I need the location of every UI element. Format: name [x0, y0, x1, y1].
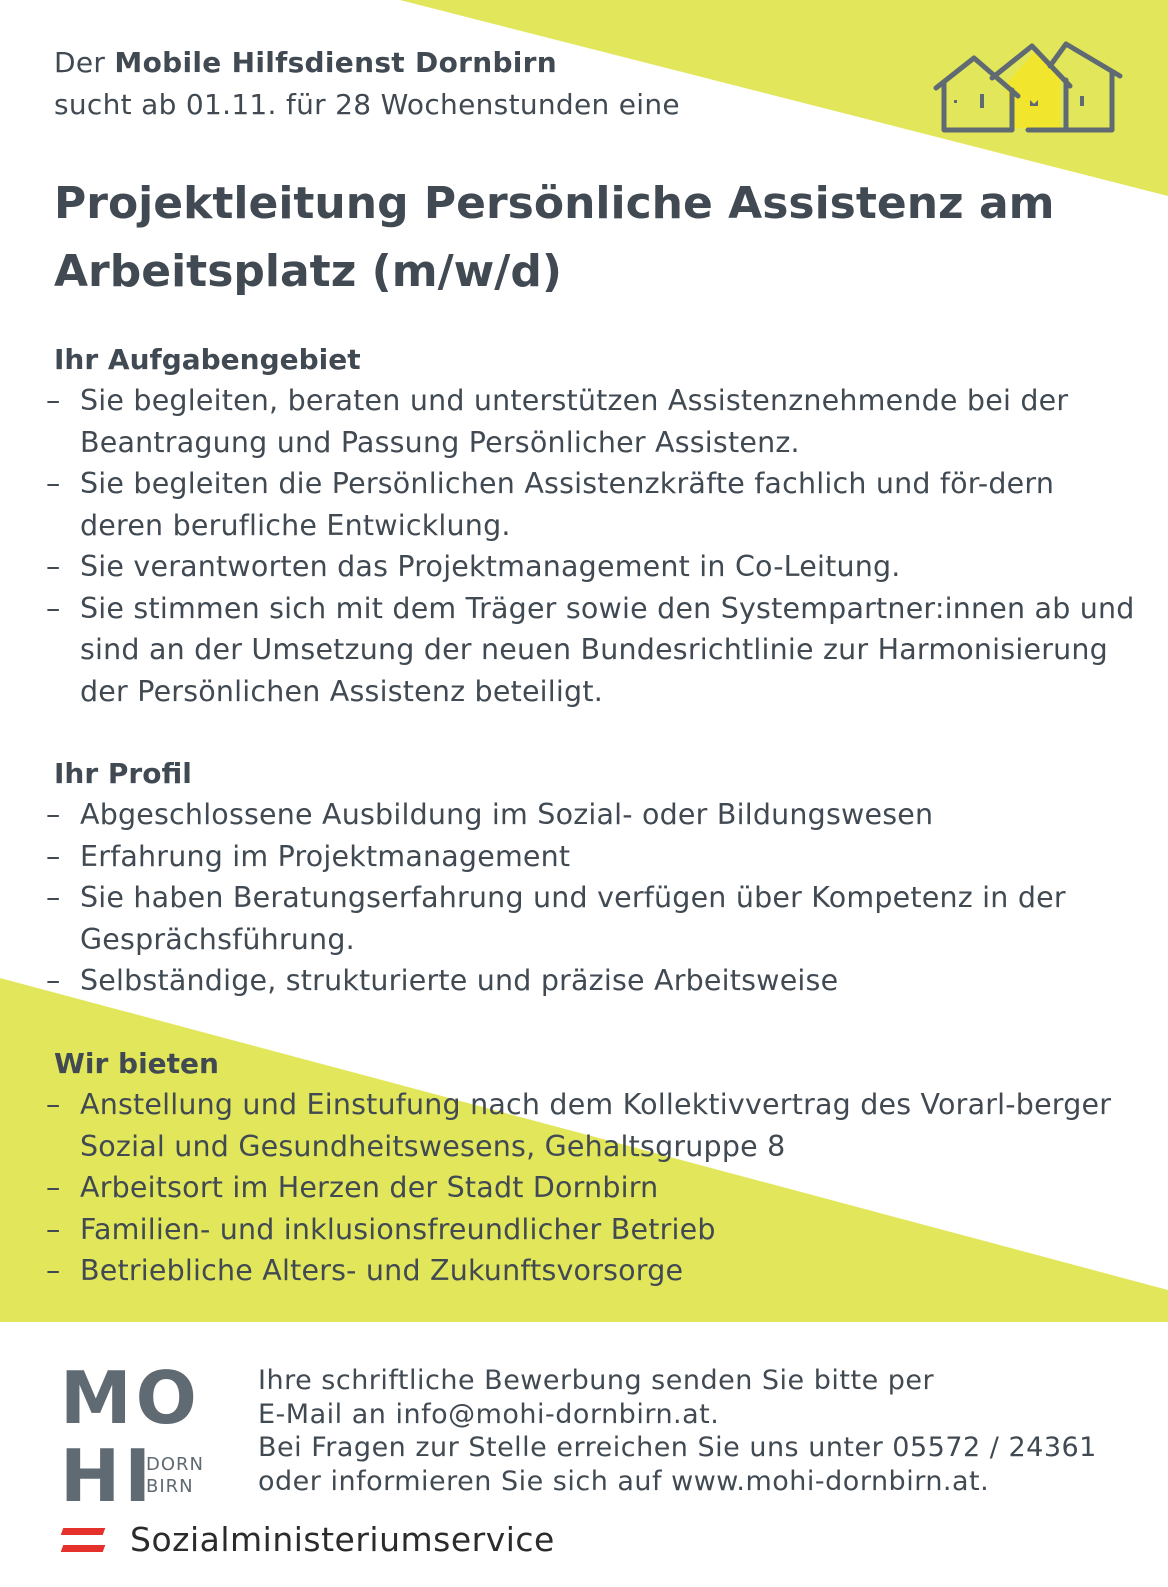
job-title-line-2: Arbeitsplatz (m/w/d): [54, 246, 562, 297]
tasks-heading: Ihr Aufgabengebiet: [54, 343, 361, 376]
list-item: – Erfahrung im Projektmanagement: [46, 839, 571, 873]
offer-list: [46, 1084, 1136, 1292]
contact-line-4: oder informieren Sie sich auf www.mohi-dornbirn.at.: [258, 1465, 990, 1497]
contact-info: [258, 1364, 1097, 1498]
contact-line-2: E-Mail an info@mohi-dornbirn.at.: [258, 1398, 720, 1430]
offer-section: [46, 1044, 1136, 1292]
job-title-line-1: Projektleitung Persönliche Assistenz am: [54, 178, 1055, 229]
profile-list: [46, 794, 1136, 1002]
list-item: – Sie verantworten das Projektmanagement in Co-Leitung.: [46, 550, 901, 583]
list-item: – Sie stimmen sich mit dem Träger sowie den Systempartner:innen ab und sind an der Umsetzung der neuen Bundesrichtlinie zur Harmonisierung der Persönlichen Assistenz beteiligt.: [46, 591, 1135, 708]
list-item: – Abgeschlossene Ausbildung im Sozial- oder Bildungswesen: [46, 798, 934, 831]
mohi-logo: [60, 1356, 204, 1518]
list-item: – Anstellung und Einstufung nach dem Kollektivvertrag des Vorarl-berger Sozial und Gesundheitswesens, Gehaltsgruppe 8: [46, 1088, 1112, 1163]
profile-section: [46, 754, 1136, 1002]
list-item: – Arbeitsort im Herzen der Stadt Dornbirn: [46, 1171, 659, 1204]
intro-line-1: Der Mobile Hilfsdienst Dornbirn: [54, 46, 558, 79]
list-item: – Betriebliche Alters- und Zukunftsvorsorge: [46, 1254, 684, 1287]
list-item: – Selbständige, strukturierte und präzise Arbeitsweise: [46, 964, 839, 997]
organization-name: Mobile Hilfsdienst Dornbirn: [114, 46, 558, 79]
logo-hi: HI: [60, 1434, 156, 1518]
offer-heading: Wir bieten: [54, 1047, 219, 1080]
contact-line-3: Bei Fragen zur Stelle erreichen Sie uns unter 05572 / 24361: [258, 1432, 1097, 1463]
contact-line-1: Ihre schriftliche Bewerbung senden Sie bitte per: [258, 1365, 935, 1396]
list-item: – Sie begleiten, beraten und unterstützen Assistenznehmende bei der Beantragung und Passung Persönlicher Assistenz.: [46, 384, 1069, 459]
ministry-logo: [62, 1520, 555, 1560]
houses-logo-icon: [930, 38, 1130, 138]
logo-mo: MO: [60, 1356, 201, 1440]
job-title: [54, 170, 1134, 306]
list-item: – Sie haben Beratungserfahrung und verfügen über Kompetenz in der Gesprächsführung.: [46, 881, 1066, 956]
austria-flag-icon: [62, 1526, 104, 1554]
tasks-list: [46, 380, 1136, 712]
tasks-section: [46, 340, 1136, 712]
list-item: – Familien- und inklusionsfreundlicher Betrieb: [46, 1212, 716, 1246]
intro-text: [54, 42, 680, 126]
profile-heading: Ihr Profil: [54, 757, 192, 790]
list-item: – Sie begleiten die Persönlichen Assistenzkräfte fachlich und för-dern deren berufliche Entwicklung.: [46, 467, 1055, 542]
logo-dornbirn: DORN BIRN: [146, 1454, 204, 1497]
intro-line-2: sucht ab 01.11. für 28 Wochenstunden eine: [54, 88, 680, 121]
ministry-name: Sozialministeriumservice: [130, 1520, 555, 1559]
